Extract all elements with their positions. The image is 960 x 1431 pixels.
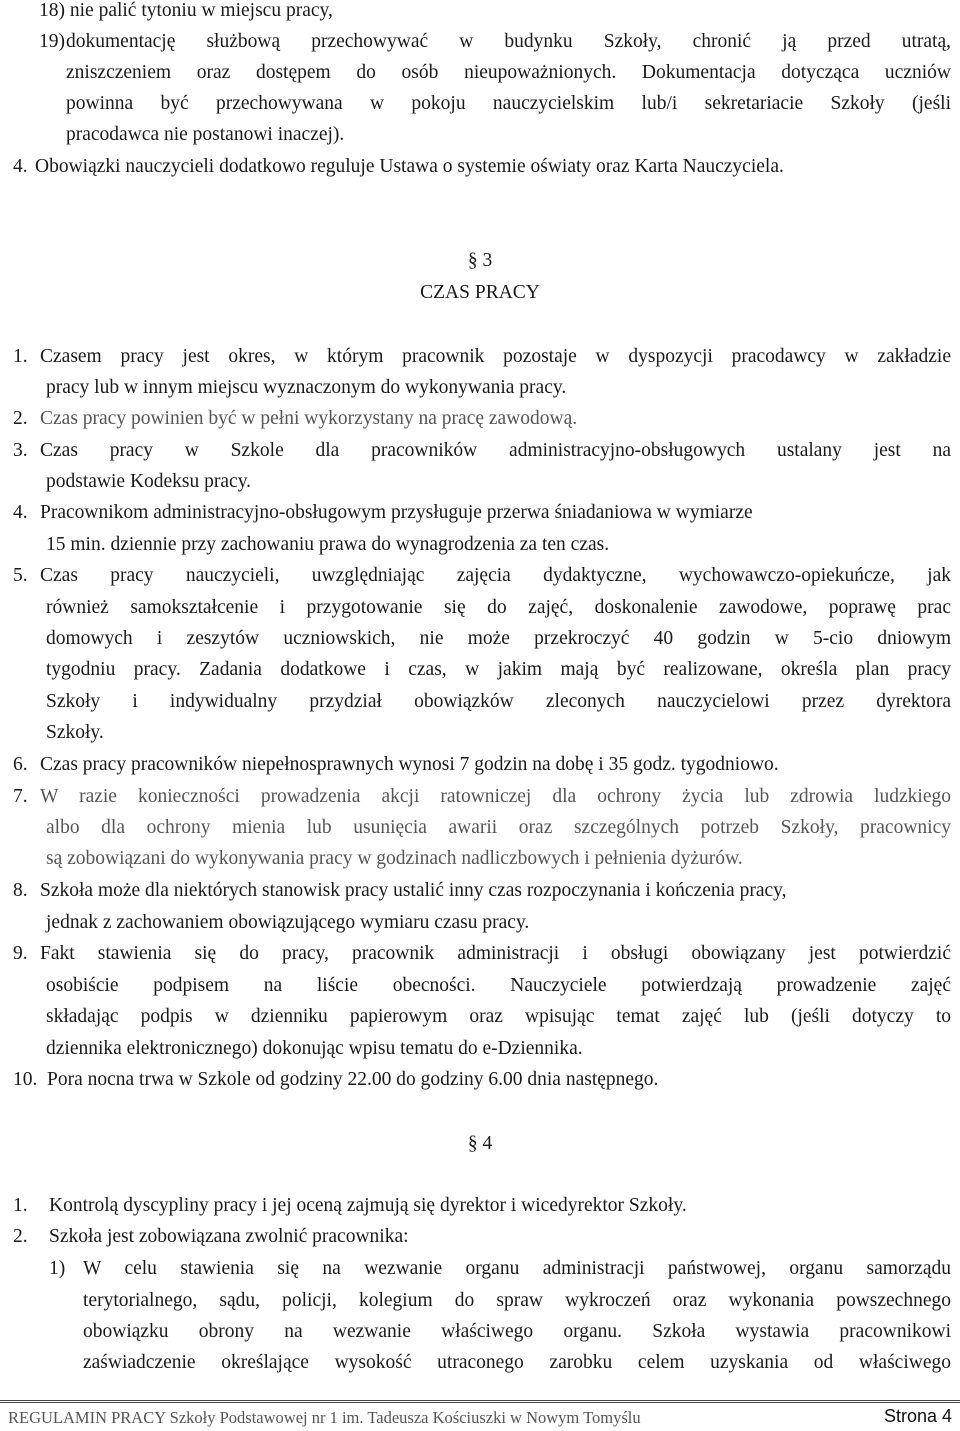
s4-sub-item-line-2: terytorialnego, sądu, policji, kolegium do spraw wykroczeń oraz wykonania powszechnego xyxy=(83,1290,951,1311)
s4-sub-item-line-1: W celu stawienia się na wezwanie organu administracji państwowej, organu samorządu xyxy=(83,1258,951,1279)
s3-item-number: 5. xyxy=(13,565,28,586)
s4-sub-item-line-4: zaświadczenie określające wysokość utraconego zarobku celem uzyskania od właściwego xyxy=(83,1352,951,1373)
s4-item-number: 1. xyxy=(13,1195,28,1216)
section-number: 4 xyxy=(482,1133,493,1154)
s4-item-2-text: Szkoła jest zobowiązana zwolnić pracownika: xyxy=(49,1226,409,1247)
paragraph-4-number: 4. xyxy=(13,156,28,177)
s3-item-1-line-2: pracy lub w innym miejscu wyznaczonym do wykonywania pracy. xyxy=(46,377,567,398)
s3-item-3-line-2: podstawie Kodeksu pracy. xyxy=(46,471,252,492)
s3-item-1-line-1: Czasem pracy jest okres, w którym pracownik pozostaje w dyspozycji pracodawcy w zakładzie xyxy=(40,346,951,367)
s3-item-number: 3. xyxy=(13,440,28,461)
s3-item-5-line-5: Szkoły i indywidualny przydział obowiązków zleconych nauczycielowi przez dyrektora xyxy=(46,691,951,712)
footer-document-title: REGULAMIN PRACY Szkoły Podstawowej nr 1 im. Tadeusza Kościuszki w Nowym Tomyślu xyxy=(8,1408,641,1427)
s3-item-5-line-1: Czas pracy nauczycieli, uwzględniając zajęcia dydaktyczne, wychowawczo-opiekuńcze, jak xyxy=(40,565,951,586)
section-3-number xyxy=(0,248,960,274)
s3-item-4-line-2: 15 min. dziennie przy zachowaniu prawa do wynagrodzenia za ten czas. xyxy=(46,534,610,555)
s3-item-7-line-3: są zobowiązani do wykonywania pracy w godzinach nadliczbowych i pełnienia dyżurów. xyxy=(46,848,743,869)
s3-item-3-line-1: Czas pracy w Szkole dla pracowników administracyjno-obsługowych ustalany jest na xyxy=(40,440,951,461)
s3-item-number: 10. xyxy=(13,1069,38,1090)
list-item-19-number: 19) xyxy=(39,31,65,52)
section-4-number xyxy=(0,1131,960,1157)
section-3-title: CZAS PRACY xyxy=(420,282,540,303)
s3-item-number: 9. xyxy=(13,943,28,964)
s3-item-number: 2. xyxy=(13,408,28,429)
s3-item-9-line-4: dziennika elektronicznego) dokonując wpisu tematu do e-Dziennika. xyxy=(46,1038,583,1059)
s3-item-7-line-1: W razie konieczności prowadzenia akcji ratowniczej dla ochrony życia lub zdrowia ludzkiego xyxy=(40,786,951,807)
s4-item-1-text: Kontrolą dyscypliny pracy i jej oceną zajmują się dyrektor i wicedyrektor Szkoły. xyxy=(49,1195,687,1216)
s3-item-number: 4. xyxy=(13,502,28,523)
s3-item-number: 6. xyxy=(13,754,28,775)
s3-item-9-line-3: składając podpis w dzienniku papierowym oraz wpisując temat zajęć lub (jeśli dotyczy to xyxy=(46,1006,951,1027)
s3-item-9-line-1: Fakt stawienia się do pracy, pracownik administracji i obsługi obowiązany jest potwierdzić xyxy=(40,943,951,964)
s3-item-9-line-2: osobiście podpisem na liście obecności. Nauczyciele potwierdzają prowadzenie zajęć xyxy=(46,975,951,996)
s4-sub-item-number: 1) xyxy=(49,1258,66,1279)
s3-item-5-line-4: tygodniu pracy. Zadania dodatkowe i czas, w jakim mają być realizowane, określa plan pracy xyxy=(46,659,951,680)
list-item-18: 18) nie palić tytoniu w miejscu pracy, xyxy=(39,0,333,21)
s3-item-5-line-3: domowych i zeszytów uczniowskich, nie może przekroczyć 40 godzin w 5-cio dniowym xyxy=(46,628,951,649)
s3-item-6-line-1: Czas pracy pracowników niepełnosprawnych wynosi 7 godzin na dobę i 35 godz. tygodniowo. xyxy=(40,754,779,775)
s3-item-2-line-1: Czas pracy powinien być w pełni wykorzystany na pracę zawodową. xyxy=(40,408,578,429)
list-item-19-line-1: dokumentację służbową przechowywać w budynku Szkoły, chronić ją przed utratą, xyxy=(66,31,951,52)
s3-item-8-line-1: Szkoła może dla niektórych stanowisk pracy ustalić inny czas rozpoczynania i kończenia pracy, xyxy=(40,880,787,901)
s3-item-5-line-6: Szkoły. xyxy=(46,722,104,743)
s3-item-5-line-2: również samokształcenie i przygotowanie się do zajęć, doskonalenie zawodowe, poprawę prac xyxy=(46,597,951,618)
paragraph-4-text: Obowiązki nauczycieli dodatkowo reguluje Ustawa o systemie oświaty oraz Karta Nauczyciela. xyxy=(35,156,784,177)
s4-item-number: 2. xyxy=(13,1226,28,1247)
s3-item-10-line-1: Pora nocna trwa w Szkole od godziny 22.00 do godziny 6.00 dnia następnego. xyxy=(47,1069,659,1090)
list-item-19-line-2: zniszczeniem oraz dostępem do osób nieupoważnionych. Dokumentacja dotycząca uczniów xyxy=(66,62,951,83)
list-item-19-line-3: powinna być przechowywana w pokoju nauczycielskim lub/i sekretariacie Szkoły (jeśli xyxy=(66,93,951,114)
section-mark: § xyxy=(467,1133,478,1154)
section-mark: § xyxy=(467,250,478,271)
footer-divider xyxy=(0,1400,960,1403)
s3-item-number: 8. xyxy=(13,880,28,901)
s3-item-7-line-2: albo dla ochrony mienia lub usunięcia awarii oraz szczególnych potrzeb Szkoły, pracownicy xyxy=(46,817,951,838)
section-number: 3 xyxy=(482,250,493,271)
footer-page-number: Strona 4 xyxy=(883,1406,952,1426)
s4-sub-item-line-3: obowiązku obrony na wezwanie właściwego organu. Szkoła wystawia pracownikowi xyxy=(83,1321,951,1342)
list-item-19-line-4: pracodawca nie postanowi inaczej). xyxy=(66,124,345,145)
s3-item-8-line-2: jednak z zachowaniem obowiązującego wymiaru czasu pracy. xyxy=(46,912,530,933)
s3-item-number: 7. xyxy=(13,786,28,807)
s3-item-number: 1. xyxy=(13,346,28,367)
s3-item-4-line-1: Pracownikom administracyjno-obsługowym przysługuje przerwa śniadaniowa w wymiarze xyxy=(40,502,753,523)
